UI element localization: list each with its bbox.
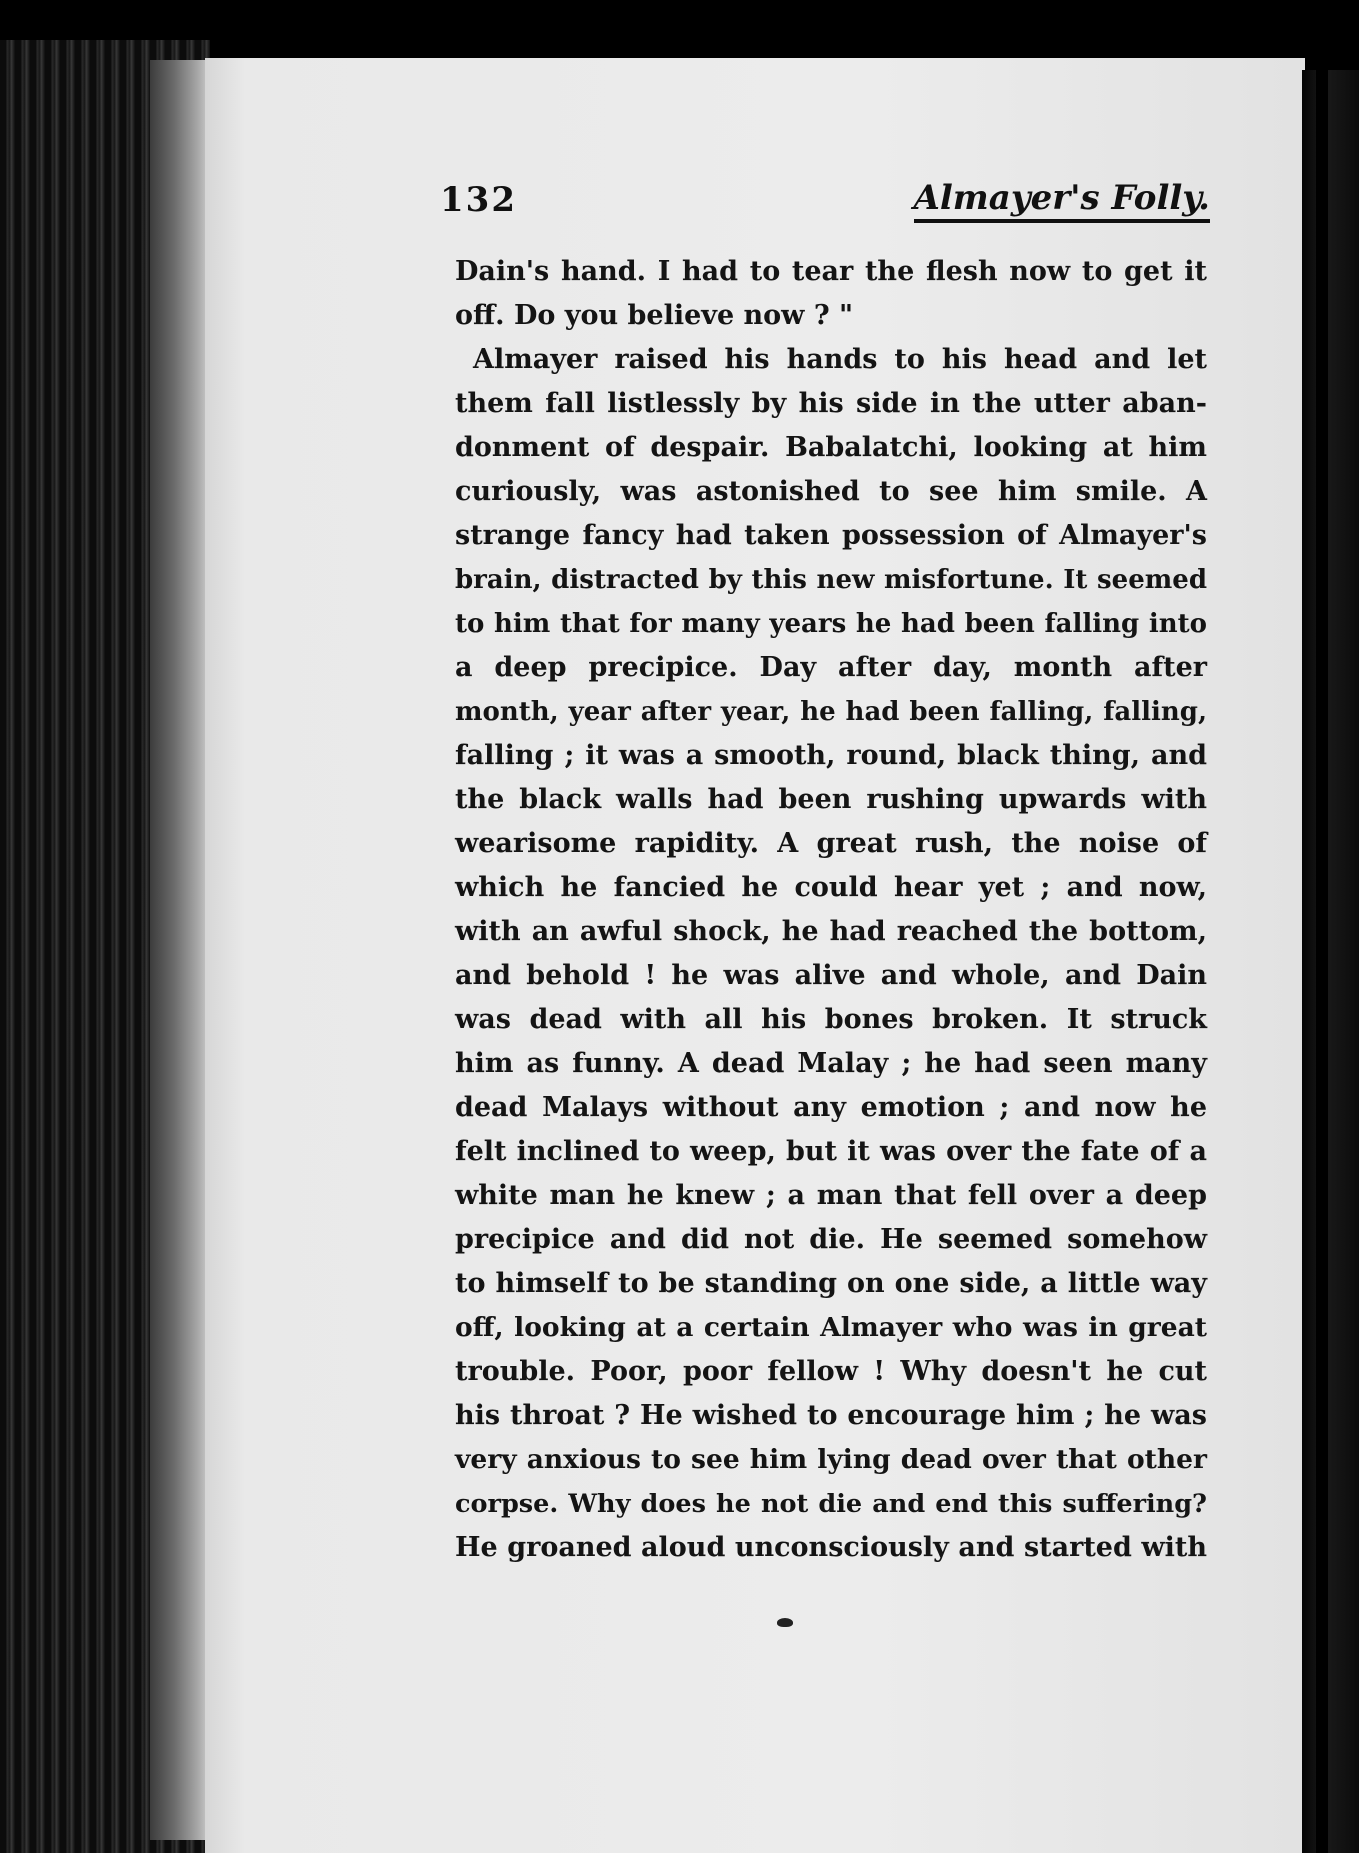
printer-ornament-mark	[777, 1618, 793, 1627]
text-line: off. Do you believe now ? "	[455, 300, 854, 331]
text-line: Dain's hand. I had to tear the flesh now to get it	[455, 256, 1207, 287]
text-line: which he fancied he could hear yet ; and now,	[455, 872, 1207, 903]
text-line: brain, distracted by this new misfortune. It seemed	[455, 565, 1207, 595]
text-line: to himself to be standing on one side, a little way	[455, 1268, 1207, 1299]
text-line: He groaned aloud unconsciously and started with	[455, 1532, 1207, 1563]
text-line: strange fancy had taken possession of Almayer's	[455, 520, 1207, 551]
text-line: donment of despair. Babalatchi, looking at him	[455, 432, 1207, 463]
text-line: felt inclined to weep, but it was over the fate of a	[455, 1136, 1207, 1167]
page-right-edge-line	[1316, 70, 1328, 1853]
text-line: white man he knew ; a man that fell over a deep	[455, 1180, 1207, 1211]
page-number: 132	[440, 180, 517, 220]
text-line: him as funny. A dead Malay ; he had seen many	[455, 1048, 1207, 1079]
body-text	[455, 250, 1207, 1570]
text-line: very anxious to see him lying dead over that other	[455, 1444, 1207, 1475]
text-line: was dead with all his bones broken. It struck	[455, 1004, 1207, 1035]
text-line: curiously, was astonished to see him smile. A	[455, 476, 1207, 507]
text-line: the black walls had been rushing upwards with	[455, 784, 1207, 815]
text-line: precipice and did not die. He seemed somehow	[455, 1224, 1207, 1255]
text-line: trouble. Poor, poor fellow ! Why doesn't he cut	[455, 1356, 1207, 1387]
gutter-shadow	[150, 60, 210, 1840]
text-line: a deep precipice. Day after day, month after	[455, 652, 1207, 683]
running-head	[440, 180, 1210, 230]
text-line: to him that for many years he had been falling into	[455, 609, 1207, 639]
text-line: with an awful shock, he had reached the bottom,	[455, 916, 1207, 947]
text-line: and behold ! he was alive and whole, and Dain	[455, 960, 1207, 991]
text-line: dead Malays without any emotion ; and now he	[455, 1092, 1207, 1123]
text-line: his throat ? He wished to encourage him ; he was	[455, 1400, 1207, 1431]
text-line: Almayer raised his hands to his head and let	[473, 344, 1207, 375]
text-line: off, looking at a certain Almayer who was in great	[455, 1312, 1207, 1343]
text-line: corpse. Why does he not die and end this suffering?	[455, 1489, 1207, 1519]
text-line: them fall listlessly by his side in the utter aban-	[455, 388, 1207, 419]
text-line: month, year after year, he had been falling, falling,	[455, 697, 1207, 727]
running-title: Almayer's Folly.	[914, 178, 1210, 223]
page-right-edge	[1302, 70, 1359, 1853]
text-line: wearisome rapidity. A great rush, the noise of	[455, 828, 1207, 859]
text-line: falling ; it was a smooth, round, black thing, and	[455, 740, 1207, 771]
